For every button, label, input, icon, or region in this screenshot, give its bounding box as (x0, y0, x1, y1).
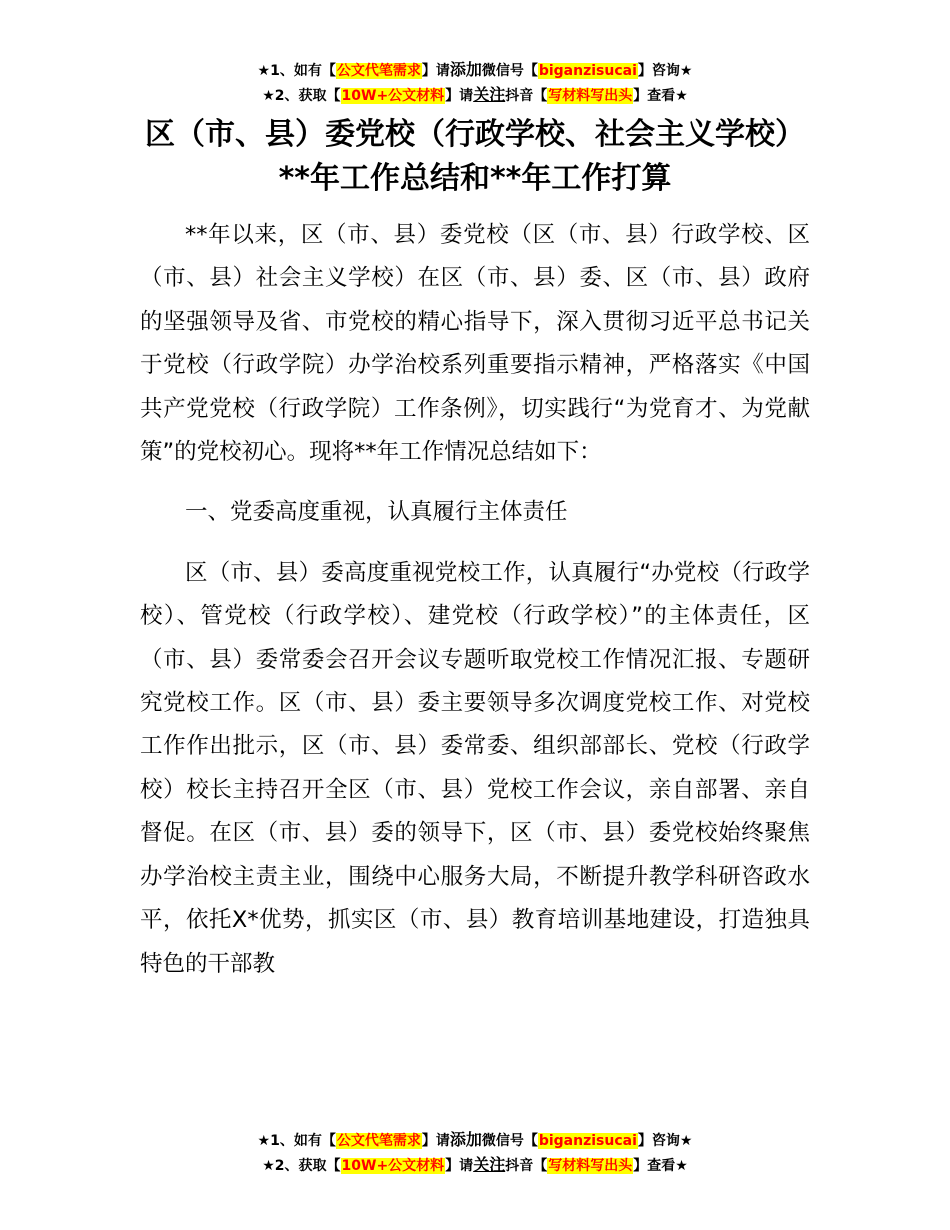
promo-line-2 (0, 1153, 950, 1178)
promo-text: 抖音【 (505, 1158, 548, 1174)
promo-text: ★1、如有【 (257, 63, 336, 79)
promo-text: 】查看★ (633, 1158, 688, 1174)
promo-text: 】请 (421, 1133, 450, 1149)
promo-emphasis: 添加 (449, 1130, 482, 1149)
promo-highlight: 10W+公文材料 (341, 88, 445, 104)
promo-emphasis: 关注 (473, 1155, 506, 1174)
promo-text: ★2、获取【 (262, 1158, 341, 1174)
promo-highlight: 公文代笔需求 (336, 1133, 421, 1149)
promo-line-2 (0, 83, 950, 108)
promo-highlight: 写材料写出头 (548, 1158, 633, 1174)
promo-text: 微信号【 (481, 1133, 538, 1149)
bottom-promo-banner (0, 1128, 950, 1178)
promo-text: 微信号【 (481, 63, 538, 79)
document-body (140, 214, 810, 986)
promo-emphasis: 关注 (473, 85, 506, 104)
promo-text: ★2、获取【 (262, 88, 341, 104)
promo-text: ★1、如有【 (257, 1133, 336, 1149)
promo-text: 】咨询★ (637, 1133, 693, 1149)
promo-text: 】请 (445, 88, 474, 104)
promo-emphasis: 添加 (449, 60, 482, 79)
promo-text: 】查看★ (633, 88, 688, 104)
promo-highlight: 10W+公文材料 (341, 1158, 445, 1174)
promo-highlight: biganzisucai (538, 63, 637, 79)
promo-highlight: 公文代笔需求 (336, 63, 421, 79)
body-paragraph: 区（市、县）委高度重视党校工作，认真履行“办党校（行政学校）、管党校（行政学校）、建党校（行政学校）”的主体责任，区（市、县）委常委会召开会议专题听取党校工作情况汇报、专题研究党校工作。区（市、县）委主要领导多次调度党校工作、对党校工作作出批示，区（市、县）委常委、组织部部长、党校（行政学校）校长主持召开全区（市、县）党校工作会议，亲自部署、亲自督促。在区（市、县）委的领导下，区（市、县）委党校始终聚焦办学治校主责主业，围绕中心服务大局，不断提升教学科研咨政水平，依托X*优势，抓实区（市、县）教育培训基地建设，打造独具特色的干部教 (140, 559, 810, 977)
promo-line-1 (0, 58, 950, 83)
promo-text: 】咨询★ (637, 63, 693, 79)
top-promo-banner (0, 58, 950, 108)
section-heading: 一、党委高度重视，认真履行主体责任 (185, 499, 568, 526)
body-paragraph: **年以来，区（市、县）委党校（区（市、县）行政学校、区（市、县）社会主义学校）在区（市、县）委、区（市、县）政府的坚强领导及省、市党校的精心指导下，深入贯彻习近平总书记关于党校（行政学院）办学治校系列重要指示精神，严格落实《中国共产党党校（行政学院）工作条例》，切实践行“为党育才、为党献策”的党校初心。现将**年工作情况总结如下： (140, 222, 810, 466)
document-title: 区（市、县）委党校（行政学校、社会主义学校）**年工作总结和**年工作打算 (145, 117, 805, 196)
promo-text: 】请 (421, 63, 450, 79)
promo-text: 抖音【 (505, 88, 548, 104)
promo-highlight: 写材料写出头 (548, 88, 633, 104)
promo-text: 】请 (445, 1158, 474, 1174)
promo-line-1 (0, 1128, 950, 1153)
promo-highlight: biganzisucai (538, 1133, 637, 1149)
